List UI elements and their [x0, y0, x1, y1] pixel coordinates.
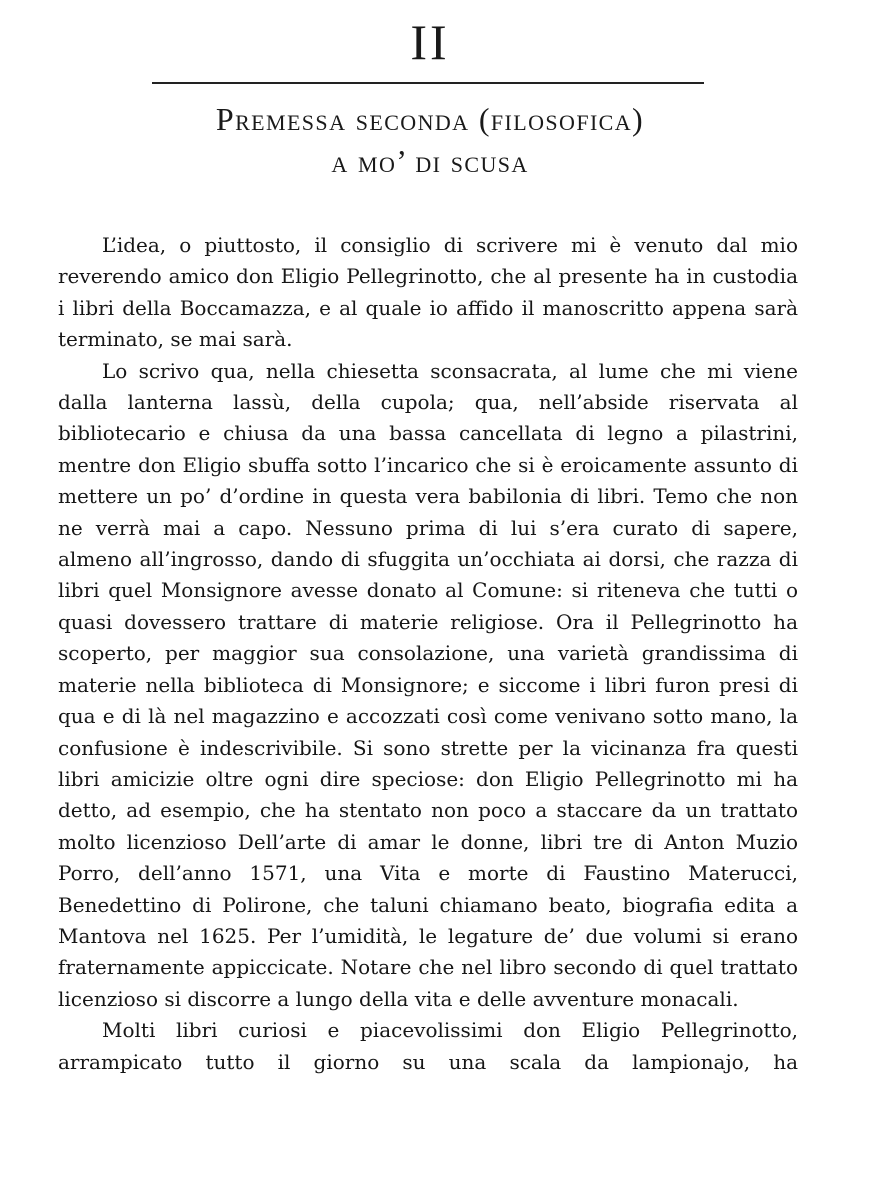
title-rule	[152, 82, 704, 84]
paragraph: L’idea, o piuttosto, il consiglio di scrivere mi è venuto dal mio reverendo amico don Eligio Pellegrinotto, che al presente ha in custodia i libri della Boccamazza, e al quale io affido il manoscritto appena sarà terminato, se mai sarà.	[58, 233, 798, 352]
body-text	[58, 230, 798, 1078]
chapter-number: II	[410, 14, 450, 70]
chapter-title	[0, 98, 860, 182]
chapter-title-line-1: Premessa seconda (filosofica)	[215, 101, 645, 137]
chapter-title-line-2: a mo’ di scusa	[331, 143, 529, 179]
paragraph: Molti libri curiosi e piacevolissimi don Eligio Pellegrinotto, arrampicato tutto il giorno su una scala da lampionajo, ha	[58, 1018, 798, 1074]
paragraph: Lo scrivo qua, nella chiesetta sconsacrata, al lume che mi viene dalla lanterna lassù, della cupola; qua, nell’abside riservata al bibliotecario e chiusa da una bassa cancellata di legno a pilastrini, mentre don Eligio sbuffa sotto l’incarico che si è eroicamente assunto di mettere un po’ d’ordine in questa vera babilonia di libri. Temo che non ne verrà mai a capo. Nessuno prima di lui s’era curato di sapere, almeno all’ingrosso, dando di sfuggita un’occhiata ai dorsi, che razza di libri quel Monsignore avesse donato al Comune: si riteneva che tutti o quasi dovessero trattare di materie religiose. Ora il Pellegrinotto ha scoperto, per maggior sua consolazione, una varietà grandissima di materie nella biblioteca di Monsignore; e siccome i libri furon presi di qua e di là nel magazzino e accozzati così come venivano sotto mano, la confusione è indescrivibile. Si sono strette per la vicinanza fra questi libri amicizie oltre ogni dire speciose: don Eligio Pellegrinotto mi ha detto, ad esempio, che ha stentato non poco a staccare da un trattato molto licenzioso Dell’arte di amar le donne, libri tre di Anton Muzio Porro, dell’anno 1571, una Vita e morte di Faustino Materucci, Benedettino di Polirone, che taluni chiamano beato, biografia edita a Mantova nel 1625. Per l’umidità, le legature de’ due volumi si erano fraternamente appiccicate. Notare che nel libro secondo di quel trattato licenzioso si discorre a lungo della vita e delle avventure monacali.	[58, 358, 798, 1011]
